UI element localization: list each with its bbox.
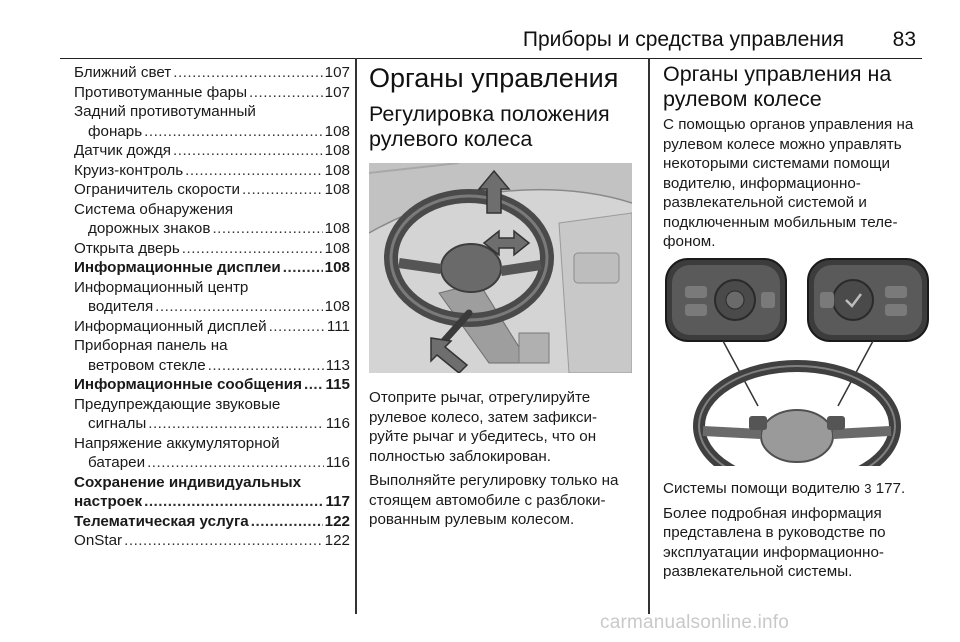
toc-entry[interactable] xyxy=(74,83,350,103)
toc-entry[interactable] xyxy=(74,492,350,512)
steering-wheel-adjust-drawing xyxy=(369,163,632,373)
toc-entry-page: 108 xyxy=(324,122,350,140)
steering-adjust-para-1: Отоприте рычаг, отрегулируйте рулевое колесо, затем зафикси-руйте рычаг и убедитесь, что он полностью заблокирован. xyxy=(369,389,598,465)
toc-leader-dots xyxy=(173,141,323,161)
toc-entry-label: Приборная панель на xyxy=(74,337,228,354)
toc-entry-page: 107 xyxy=(324,83,350,101)
toc-entry-page: 117 xyxy=(325,493,350,510)
toc-leader-dots xyxy=(147,453,324,473)
steering-adjust-text xyxy=(369,388,635,530)
page-number: 83 xyxy=(892,28,916,51)
toc-entry-label: Напряжение аккумуляторной xyxy=(74,434,280,452)
toc-leader-dots xyxy=(283,258,323,278)
toc-entry-label: Информационные сообщения xyxy=(74,376,302,393)
wheel-controls-illustration xyxy=(663,256,931,466)
toc-entry-label: настроек xyxy=(74,493,143,510)
toc-leader-dots xyxy=(208,356,324,376)
column-divider-1 xyxy=(355,58,357,614)
toc-entry-page: 108 xyxy=(324,239,350,257)
toc-entry-label: Противотуманные фары xyxy=(74,83,248,101)
toc-leader-dots xyxy=(148,414,324,434)
toc-entry[interactable] xyxy=(74,356,350,376)
toc-entry[interactable] xyxy=(74,239,350,259)
toc-entry[interactable] xyxy=(74,122,350,142)
toc-entry-label: дорожных знаков xyxy=(88,220,211,237)
toc-entry-page: 115 xyxy=(325,376,350,393)
toc-entry-label: Информационные дисплеи xyxy=(74,259,281,276)
toc-entry[interactable] xyxy=(74,258,350,278)
section-steering-adjust xyxy=(369,62,635,152)
steering-adjust-illustration xyxy=(369,163,632,373)
toc-entry-label: Информационный центр xyxy=(74,278,249,296)
toc-entry-page: 122 xyxy=(324,532,350,549)
wheel-controls-para-2 xyxy=(663,479,933,499)
toc-entry-label: Задний противотуманный xyxy=(74,103,256,120)
toc-entry-page: 108 xyxy=(324,220,350,237)
toc-entry-label: Открыта дверь xyxy=(74,239,180,257)
toc-entry-label: фонарь xyxy=(88,122,143,140)
toc-entry-page: 113 xyxy=(325,356,350,374)
ref-page[interactable]: 177. xyxy=(875,480,906,497)
toc-entry-label: Система обнаружения xyxy=(74,200,234,218)
wheel-controls-para-1: С помощью органов управления на рулевом колесе можно управлять некоторыми системами помощи водителю, информационно-развлекательной системой и подключенным мобильным теле-фоном. xyxy=(663,116,914,250)
toc-entry-page: 116 xyxy=(325,415,350,432)
toc-entry-page: 108 xyxy=(324,142,350,159)
toc-entry[interactable] xyxy=(74,453,350,473)
toc-leader-dots xyxy=(182,239,323,259)
toc-entry[interactable] xyxy=(74,375,350,395)
toc-entry-page: 122 xyxy=(324,512,350,530)
wheel-controls-para-3: Более подробная информация представлена в руководстве по эксплуатации информационно-развлекательной системы. xyxy=(663,504,886,580)
ref-text: Системы помощи водителю xyxy=(663,480,860,497)
toc-entry-label: Датчик дождя xyxy=(74,142,171,159)
page-header xyxy=(60,20,922,59)
section-subtitle: Регулировка положения рулевого колеса xyxy=(369,102,610,151)
toc-entry[interactable] xyxy=(74,414,350,434)
toc-entry-label: OnStar xyxy=(74,532,123,549)
page-title: Приборы и средства управления xyxy=(522,28,844,51)
toc-entry-label: Ближний свет xyxy=(74,64,172,81)
table-of-contents xyxy=(74,63,350,551)
toc-leader-dots xyxy=(242,180,323,200)
toc-entry-page: 108 xyxy=(324,181,350,198)
toc-entry[interactable] xyxy=(74,297,350,317)
wheel-controls-drawing xyxy=(663,256,931,466)
section2-title: Органы управления на рулевом колесе xyxy=(663,62,892,111)
page-ref-arrow-icon: 3 xyxy=(864,481,872,496)
toc-entry[interactable] xyxy=(74,63,350,83)
toc-entry-label: Круиз-контроль xyxy=(74,161,184,179)
toc-leader-dots xyxy=(269,317,325,337)
toc-entry[interactable] xyxy=(74,161,350,181)
toc-entry[interactable] xyxy=(74,317,350,337)
toc-leader-dots xyxy=(251,512,323,532)
steering-adjust-para-2: Выполняйте регулировку только на стоящем автомобиле с разблоки-рованным рулевым колесом. xyxy=(369,472,619,528)
toc-entry-label: ветровом стекле xyxy=(88,356,206,374)
toc-leader-dots xyxy=(144,492,323,512)
toc-leader-dots xyxy=(185,161,322,181)
toc-entry-label: Ограничитель скорости xyxy=(74,181,241,198)
toc-leader-dots xyxy=(155,297,322,317)
wheel-controls-text xyxy=(663,479,933,582)
toc-entry-label: сигналы xyxy=(88,415,147,432)
toc-entry-page: 116 xyxy=(325,454,350,471)
section-wheel-controls xyxy=(663,62,933,252)
toc-leader-dots xyxy=(249,83,323,103)
toc-entry-label: Предупреждающие звуковые xyxy=(74,395,281,413)
toc-leader-dots xyxy=(212,219,322,239)
toc-entry[interactable] xyxy=(74,219,350,239)
toc-entry-page: 108 xyxy=(324,161,350,179)
toc-entry[interactable] xyxy=(74,531,350,551)
toc-entry-label: батареи xyxy=(88,454,146,471)
toc-entry[interactable] xyxy=(74,512,350,532)
toc-entry-label: Телематическая услуга xyxy=(74,512,249,530)
toc-leader-dots xyxy=(144,122,323,142)
toc-leader-dots xyxy=(173,63,322,83)
watermark: carmanualsonline.info xyxy=(600,612,790,633)
toc-entry-label: Информационный дисплей xyxy=(74,317,267,335)
section-title: Органы управления xyxy=(369,63,619,93)
column-divider-2 xyxy=(648,58,650,614)
toc-entry-page: 111 xyxy=(326,317,350,335)
toc-leader-dots xyxy=(124,531,323,551)
toc-entry-page: 108 xyxy=(324,298,350,315)
toc-entry[interactable] xyxy=(74,141,350,161)
toc-entry-page: 108 xyxy=(324,259,350,276)
toc-entry-label: водителя xyxy=(88,298,154,315)
toc-entry-label: Сохранение индивидуальных xyxy=(74,473,302,491)
toc-leader-dots xyxy=(304,375,324,395)
toc-entry[interactable] xyxy=(74,180,350,200)
toc-entry-page: 107 xyxy=(324,64,350,81)
